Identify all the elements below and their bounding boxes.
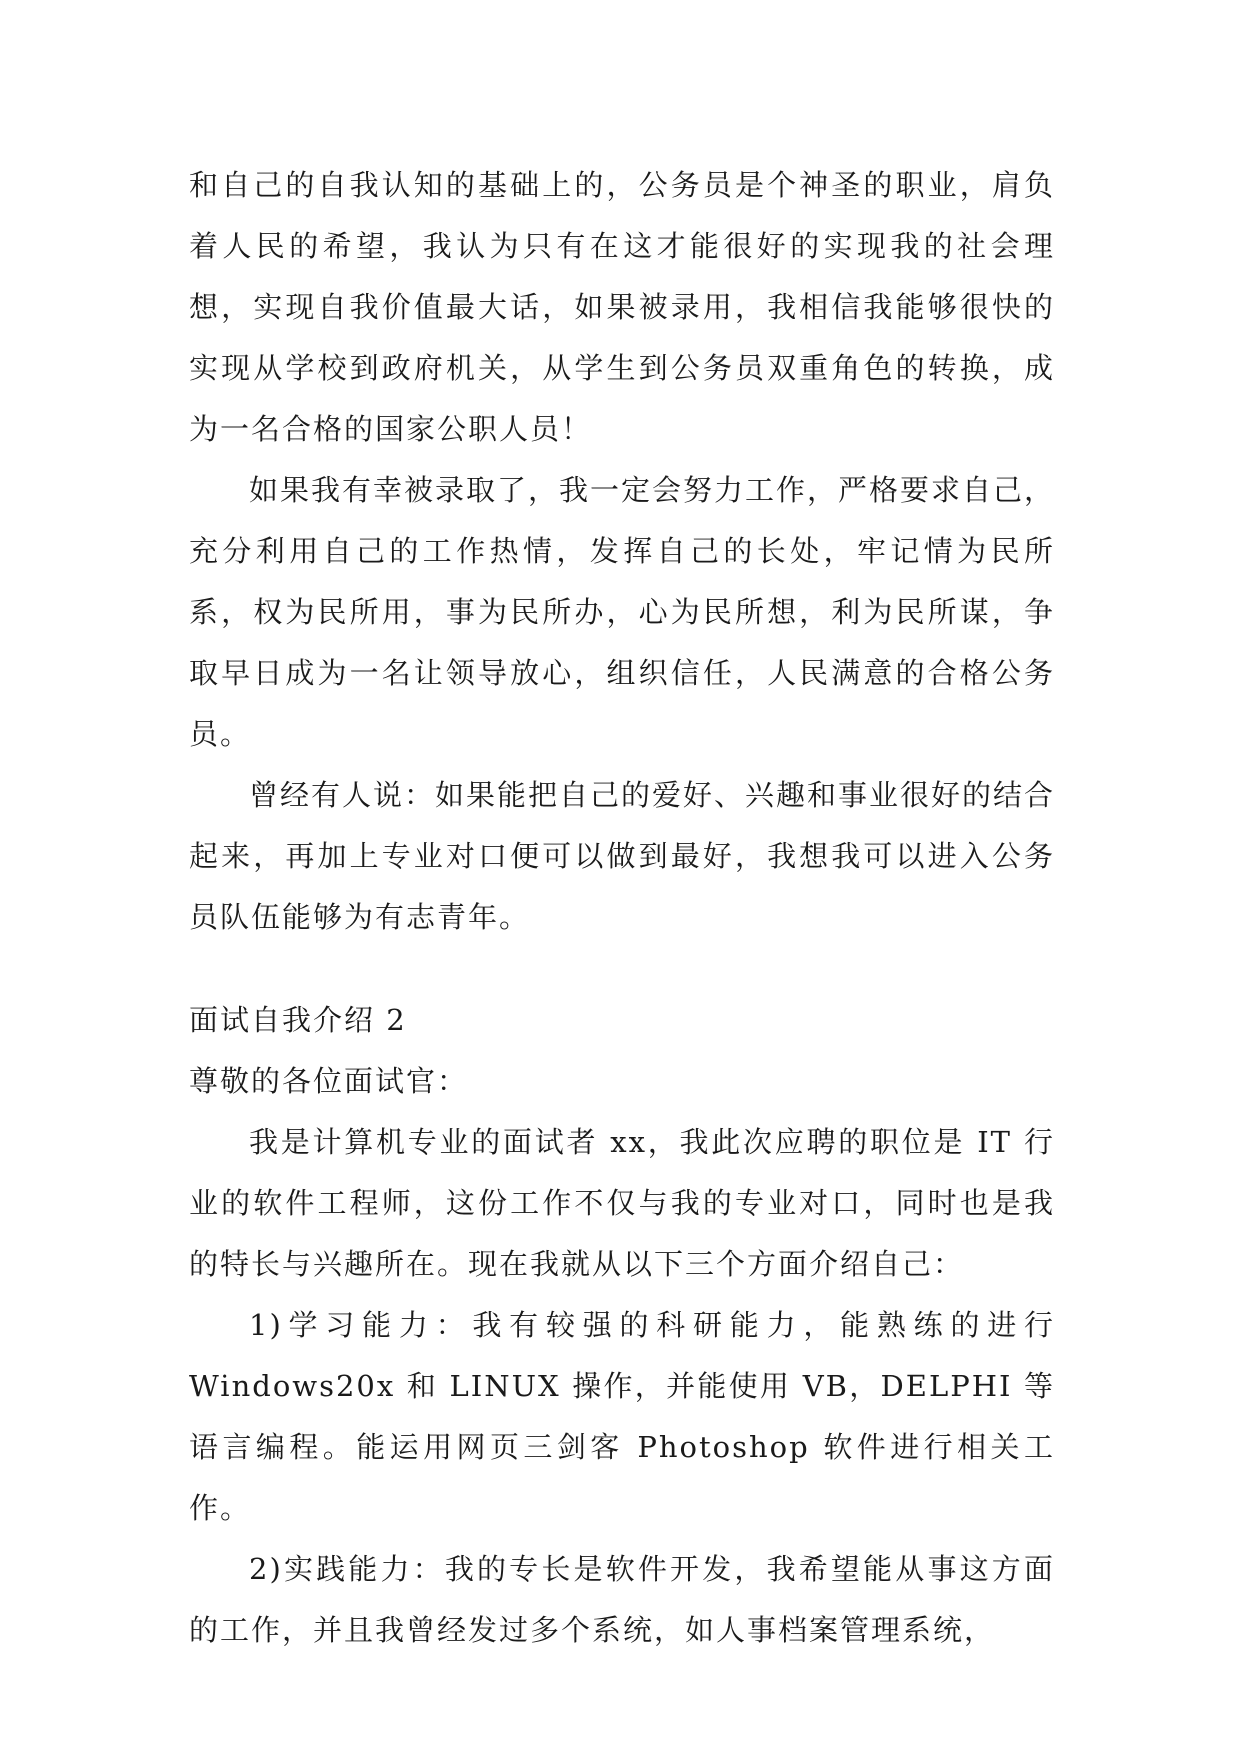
paragraph-practical-ability: 2)实践能力：我的专长是软件开发，我希望能从事这方面的工作，并且我曾经发过多个系统，如人事档案管理系统， — [189, 1552, 1055, 1647]
paragraph-continuation: 和自己的自我认知的基础上的，公务员是个神圣的职业，肩负着人民的希望，我认为只有在这才能很好的实现我的社会理想，实现自我价值最大话，如果被录用，我相信我能够很快的实现从学校到政府机关，从学生到公务员双重角色的转换，成为一名合格的国家公职人员！ — [189, 168, 1055, 446]
document-body — [189, 155, 1055, 1661]
section-spacer — [189, 948, 1055, 990]
paragraph-quote: 曾经有人说：如果能把自己的爱好、兴趣和事业很好的结合起来，再加上专业对口便可以做到最好，我想我可以进入公务员队伍能够为有志青年。 — [189, 778, 1056, 934]
salutation: 尊敬的各位面试官： — [189, 1064, 469, 1098]
paragraph-commitment: 如果我有幸被录取了，我一定会努力工作，严格要求自己，充分利用自己的工作热情，发挥自己的长处，牢记情为民所系，权为民所用，事为民所办，心为民所想，利为民所谋，争取早日成为一名让领导放心，组织信任，人民满意的合格公务员。 — [189, 473, 1056, 751]
section-title: 面试自我介绍 2 — [189, 1003, 407, 1037]
paragraph-learning-ability: 1)学习能力：我有较强的科研能力，能熟练的进行 Windows20x 和 LINUX 操作，并能使用 VB，DELPHI 等语言编程。能运用网页三剑客 Photoshop 软件进行相关工作。 — [189, 1308, 1055, 1525]
paragraph-intro: 我是计算机专业的面试者 xx，我此次应聘的职位是 IT 行业的软件工程师，这份工作不仅与我的专业对口，同时也是我的特长与兴趣所在。现在我就从以下三个方面介绍自己： — [189, 1125, 1055, 1281]
